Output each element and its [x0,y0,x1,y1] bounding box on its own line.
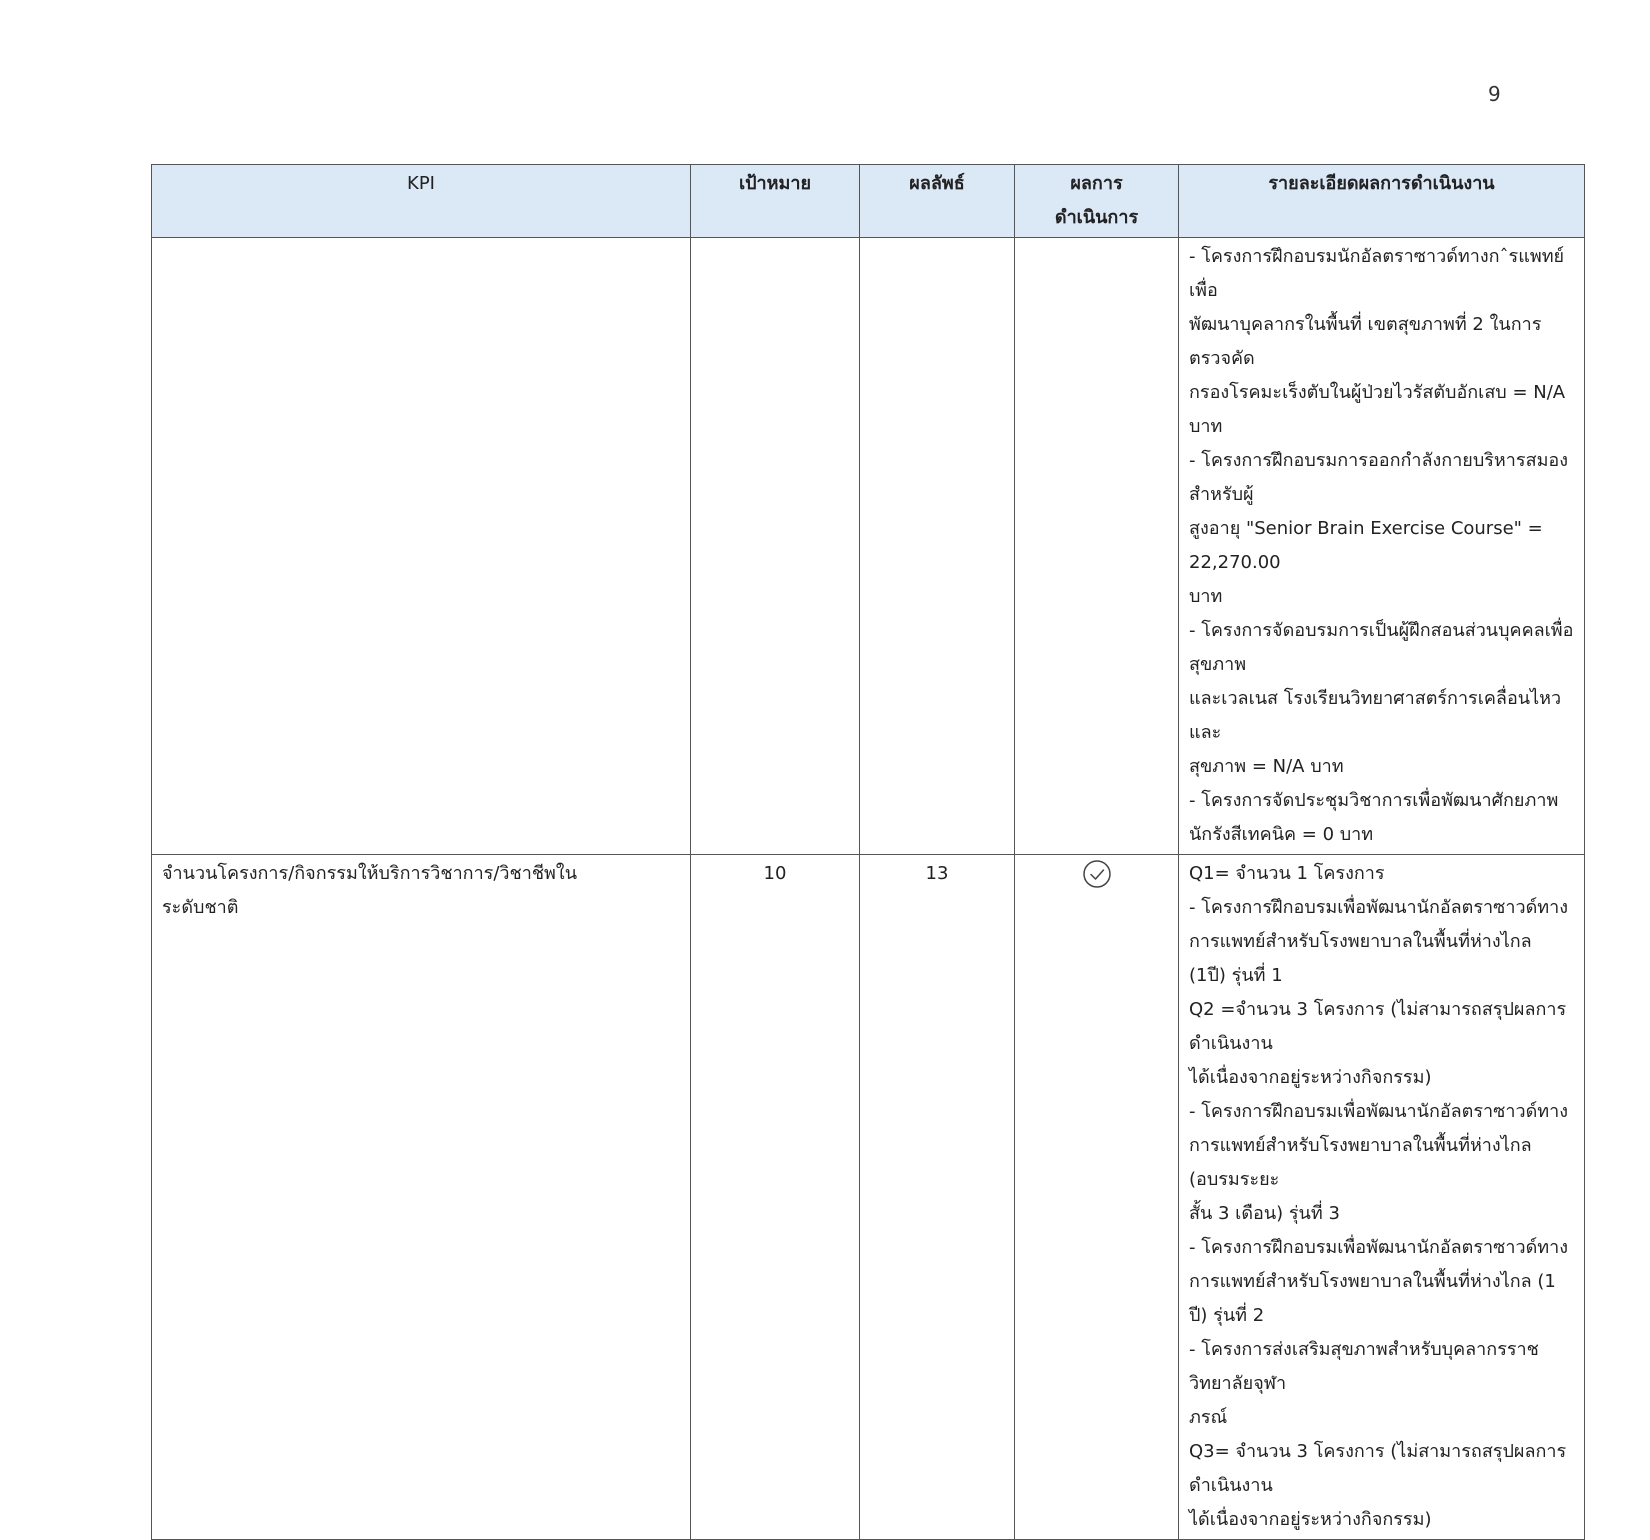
detail-cell [1179,238,1585,855]
detail-line: ได้เนื่องจากอยู่ระหว่างกิจกรรม) [1189,1067,1432,1088]
detail-line: สูงอายุ "Senior Brain Exercise Course" = 22,270.00 [1189,518,1543,573]
kpi-line: จำนวนโครงการ/กิจกรรมให้บริการวิชาการ/วิชาชีพใน [162,863,578,884]
header-target: เป้าหมาย [691,165,860,238]
kpi-cell [152,855,691,1540]
result-cell [860,238,1015,855]
page-number: 9 [1488,82,1501,106]
table-header-row [152,165,1585,238]
detail-line: ได้เนื่องจากอยู่ระหว่างกิจกรรม) [1189,1509,1432,1530]
detail-line: สุขภาพ = N/A บาท [1189,756,1344,777]
kpi-table [151,164,1585,1540]
detail-line: - โครงการจัดประชุมวิชาการเพื่อพัฒนาศักยภาพ [1189,790,1559,811]
header-status-line1: ผลการ [1070,173,1123,194]
kpi-cell [152,238,691,855]
detail-line: - โครงการฝึกอบรมนักอัลตราซาวด์ทางกˆรแพทย์ เพื่อ [1189,246,1565,301]
detail-line: Q1= จำนวน 1 โครงการ [1189,863,1385,884]
header-result: ผลลัพธ์ [860,165,1015,238]
table-row [152,855,1585,1540]
detail-line: - โครงการฝึกอบรมเพื่อพัฒนานักอัลตราซาวด์ทาง [1189,897,1569,918]
kpi-line: ระดับชาติ [162,897,239,918]
header-detail: รายละเอียดผลการดำเนินงาน [1179,165,1585,238]
detail-line: การแพทย์สำหรับโรงพยาบาลในพื้นที่ห่างไกล (1 ปี) รุ่นที่ 2 [1189,1271,1556,1326]
status-cell [1015,238,1179,855]
header-status-line2: ดำเนินการ [1054,207,1139,228]
detail-line: กรองโรคมะเร็งตับในผู้ป่วยไวรัสตับอักเสบ = N/A บาท [1189,382,1566,437]
detail-line: Q2 =จำนวน 3 โครงการ (ไม่สามารถสรุปผลการดำเนินงาน [1189,999,1567,1054]
detail-line: - โครงการส่งเสริมสุขภาพสำหรับบุคลากรราชวิทยาลัยจุฬา [1189,1339,1539,1394]
detail-line: นักรังสีเทคนิค = 0 บาท [1189,824,1374,845]
target-cell [691,238,860,855]
detail-line: บาท [1189,586,1223,607]
detail-line: - โครงการฝึกอบรมเพื่อพัฒนานักอัลตราซาวด์ทาง [1189,1101,1569,1122]
result-cell: 13 [860,855,1015,1540]
detail-line: - โครงการจัดอบรมการเป็นผู้ฝึกสอนส่วนบุคคลเพื่อสุขภาพ [1189,620,1574,675]
target-cell: 10 [691,855,860,1540]
detail-line: การแพทย์สำหรับโรงพยาบาลในพื้นที่ห่างไกล (1ปี) รุ่นที่ 1 [1189,931,1532,986]
table-row [152,238,1585,855]
detail-line: พัฒนาบุคลากรในพื้นที่ เขตสุขภาพที่ 2 ในการตรวจคัด [1189,314,1542,369]
detail-line: สั้น 3 เดือน) รุ่นที่ 3 [1189,1203,1340,1224]
detail-line: การแพทย์สำหรับโรงพยาบาลในพื้นที่ห่างไกล (อบรมระยะ [1189,1135,1532,1190]
header-kpi: KPI [152,165,691,238]
detail-cell [1179,855,1585,1540]
status-cell [1015,855,1179,1540]
detail-line: และเวลเนส โรงเรียนวิทยาศาสตร์การเคลื่อนไหวและ [1189,688,1562,743]
check-circle-icon [1082,859,1112,889]
detail-line: - โครงการฝึกอบรมเพื่อพัฒนานักอัลตราซาวด์ทาง [1189,1237,1569,1258]
header-status [1015,165,1179,238]
detail-line: ภรณ์ [1189,1407,1228,1428]
detail-line: Q3= จำนวน 3 โครงการ (ไม่สามารถสรุปผลการดำเนินงาน [1189,1441,1567,1496]
detail-line: - โครงการฝึกอบรมการออกกำลังกายบริหารสมองสำหรับผู้ [1189,450,1569,505]
